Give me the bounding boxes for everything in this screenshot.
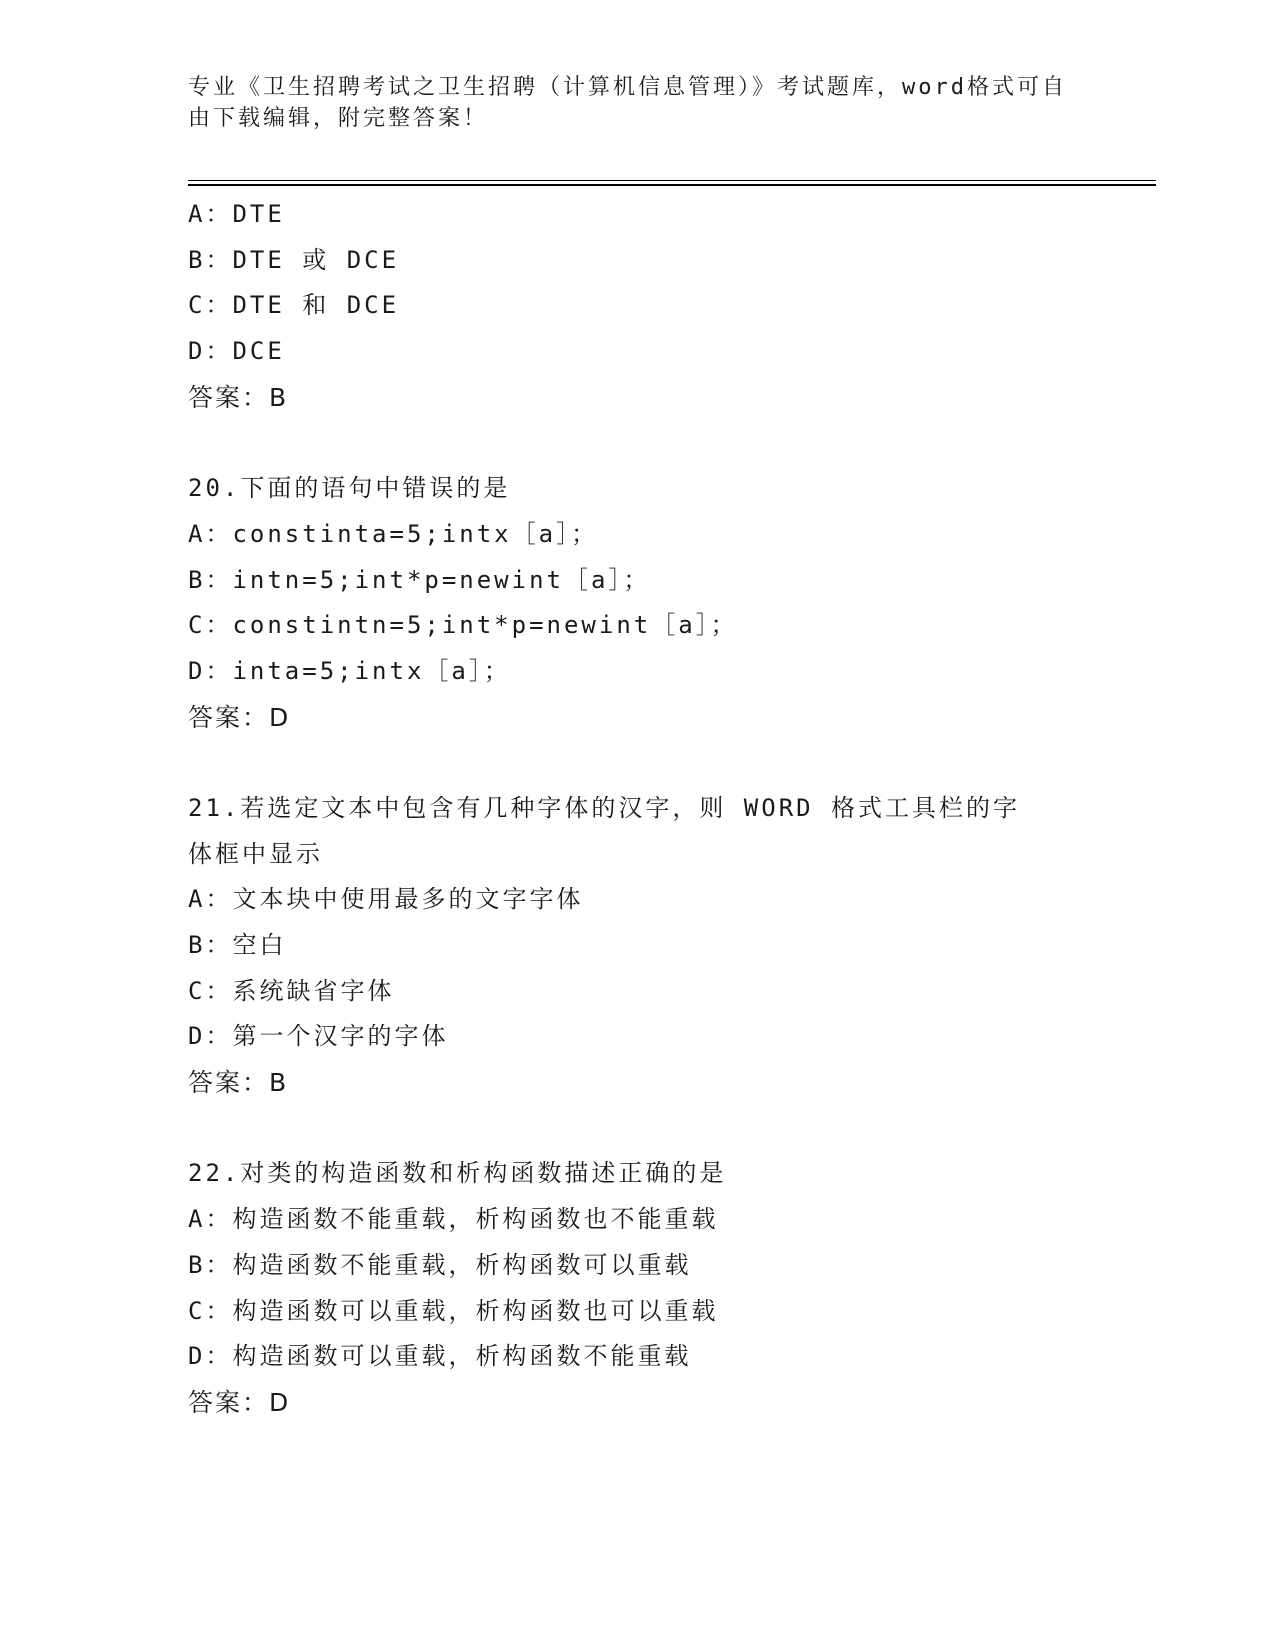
option-b: B：DTE 或 DCE	[188, 245, 400, 274]
question-stem: 20.下面的语句中错误的是	[188, 474, 511, 503]
option-d: D：inta=5;intx［a］；	[188, 656, 511, 685]
spacer	[188, 740, 1088, 786]
question-19-continued	[188, 192, 1088, 420]
option-b: B：构造函数不能重载，析构函数可以重载	[188, 1250, 692, 1279]
option-c: C：构造函数可以重载，析构函数也可以重载	[188, 1296, 719, 1325]
option-d: D：DCE	[188, 337, 285, 366]
question-stem: 21.若选定文本中包含有几种字体的汉字，则 WORD 格式工具栏的字体框中显示	[188, 793, 1021, 868]
answer-line: 答案：B	[188, 382, 289, 412]
answer-line: 答案：B	[188, 1068, 289, 1098]
question-stem: 22.对类的构造函数和析构函数描述正确的是	[188, 1159, 727, 1188]
option-c: C：系统缺省字体	[188, 976, 395, 1005]
option-a: A：DTE	[188, 200, 285, 228]
header-rule-bottom	[188, 184, 1156, 186]
option-b: B：空白	[188, 931, 287, 960]
option-d: D：构造函数可以重载，析构函数不能重载	[188, 1342, 692, 1371]
option-c: C：constintn=5;int*p=newint［a］；	[188, 611, 738, 640]
document-header: 专业《卫生招聘考试之卫生招聘（计算机信息管理）》考试题库，word格式可自由下载编辑，附完整答案！	[188, 75, 1067, 131]
spacer	[188, 420, 1088, 466]
option-d: D：第一个汉字的字体	[188, 1022, 449, 1051]
spacer	[188, 1106, 1088, 1152]
option-b: B：intn=5;int*p=newint［a］；	[188, 565, 651, 594]
option-a: A：constinta=5;intx［a］；	[188, 519, 599, 548]
question-22	[188, 1151, 1088, 1425]
option-a: A：文本块中使用最多的文字字体	[188, 885, 584, 914]
answer-line: 答案：D	[188, 702, 291, 732]
option-a: A：构造函数不能重载，析构函数也不能重载	[188, 1205, 719, 1234]
question-21	[188, 786, 1088, 1106]
answer-line: 答案：D	[188, 1387, 291, 1417]
header-rule-top	[188, 180, 1156, 181]
option-c: C：DTE 和 DCE	[188, 291, 400, 320]
question-20	[188, 466, 1088, 740]
document-body	[188, 192, 1088, 1426]
